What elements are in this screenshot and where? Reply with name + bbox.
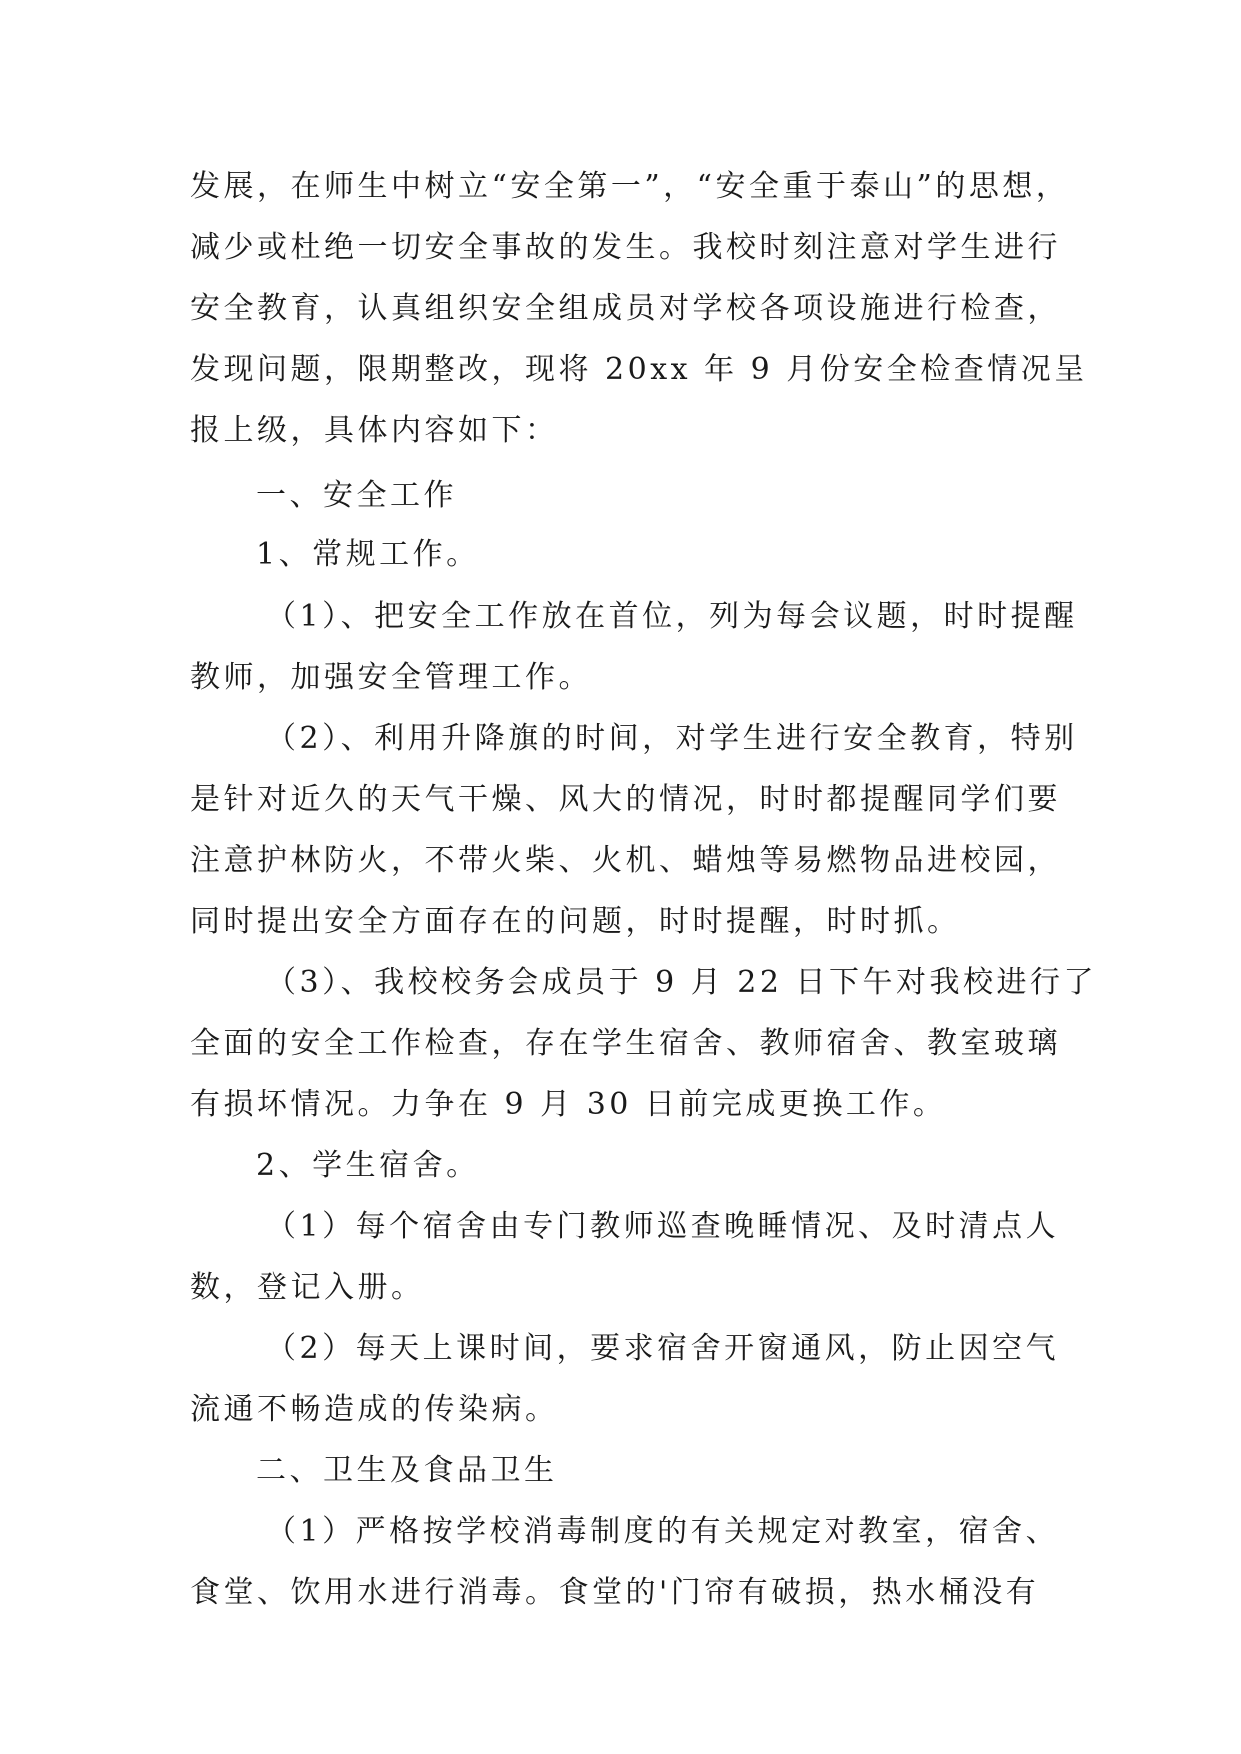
text-line: （2）、利用升降旗的时间，对学生进行安全教育，特别 (266, 721, 1078, 756)
text-line: 数，登记入册。 (190, 1270, 425, 1305)
text-line: 教师，加强安全管理工作。 (190, 660, 592, 695)
text-line: （1）严格按学校消毒制度的有关规定对教室，宿舍、 (266, 1514, 1060, 1549)
text-line: 有损坏情况。力争在 9 月 30 日前完成更换工作。 (190, 1087, 947, 1122)
text-line: （1）每个宿舍由专门教师巡查晚睡情况、及时清点人 (266, 1209, 1060, 1244)
text-line: 流通不畅造成的传染病。 (190, 1392, 559, 1427)
text-line: 安全教育，认真组织安全组成员对学校各项设施进行检查， (190, 291, 1061, 326)
text-line: 报上级，具体内容如下： (190, 413, 559, 448)
section-heading: 二、卫生及食品卫生 (256, 1453, 558, 1488)
text-line: 减少或杜绝一切安全事故的发生。我校时刻注意对学生进行 (190, 230, 1061, 265)
text-line: （1）、把安全工作放在首位，列为每会议题，时时提醒 (266, 599, 1078, 634)
text-line: 发展，在师生中树立“安全第一”，“安全重于泰山”的思想， (190, 169, 1070, 204)
text-line: 食堂、饮用水进行消毒。食堂的'门帘有破损，热水桶没有 (190, 1575, 1040, 1610)
text-line: 是针对近久的天气干燥、风大的情况，时时都提醒同学们要 (190, 782, 1061, 817)
text-line: （3）、我校校务会成员于 9 月 22 日下午对我校进行了 (266, 965, 1097, 1000)
text-line: 注意护林防火，不带火柴、火机、蜡烛等易燃物品进校园， (190, 843, 1061, 878)
text-line: （2）每天上课时间，要求宿舍开窗通风，防止因空气 (266, 1331, 1060, 1366)
subsection-heading: 1、常规工作。 (256, 537, 480, 572)
subsection-heading: 2、学生宿舍。 (256, 1148, 480, 1183)
text-line: 同时提出安全方面存在的问题，时时提醒，时时抓。 (190, 904, 961, 939)
text-line: 全面的安全工作检查，存在学生宿舍、教师宿舍、教室玻璃 (190, 1026, 1061, 1061)
section-heading: 一、安全工作 (256, 478, 457, 513)
text-line: 发现问题，限期整改，现将 20xx 年 9 月份安全检查情况呈 (190, 352, 1088, 387)
